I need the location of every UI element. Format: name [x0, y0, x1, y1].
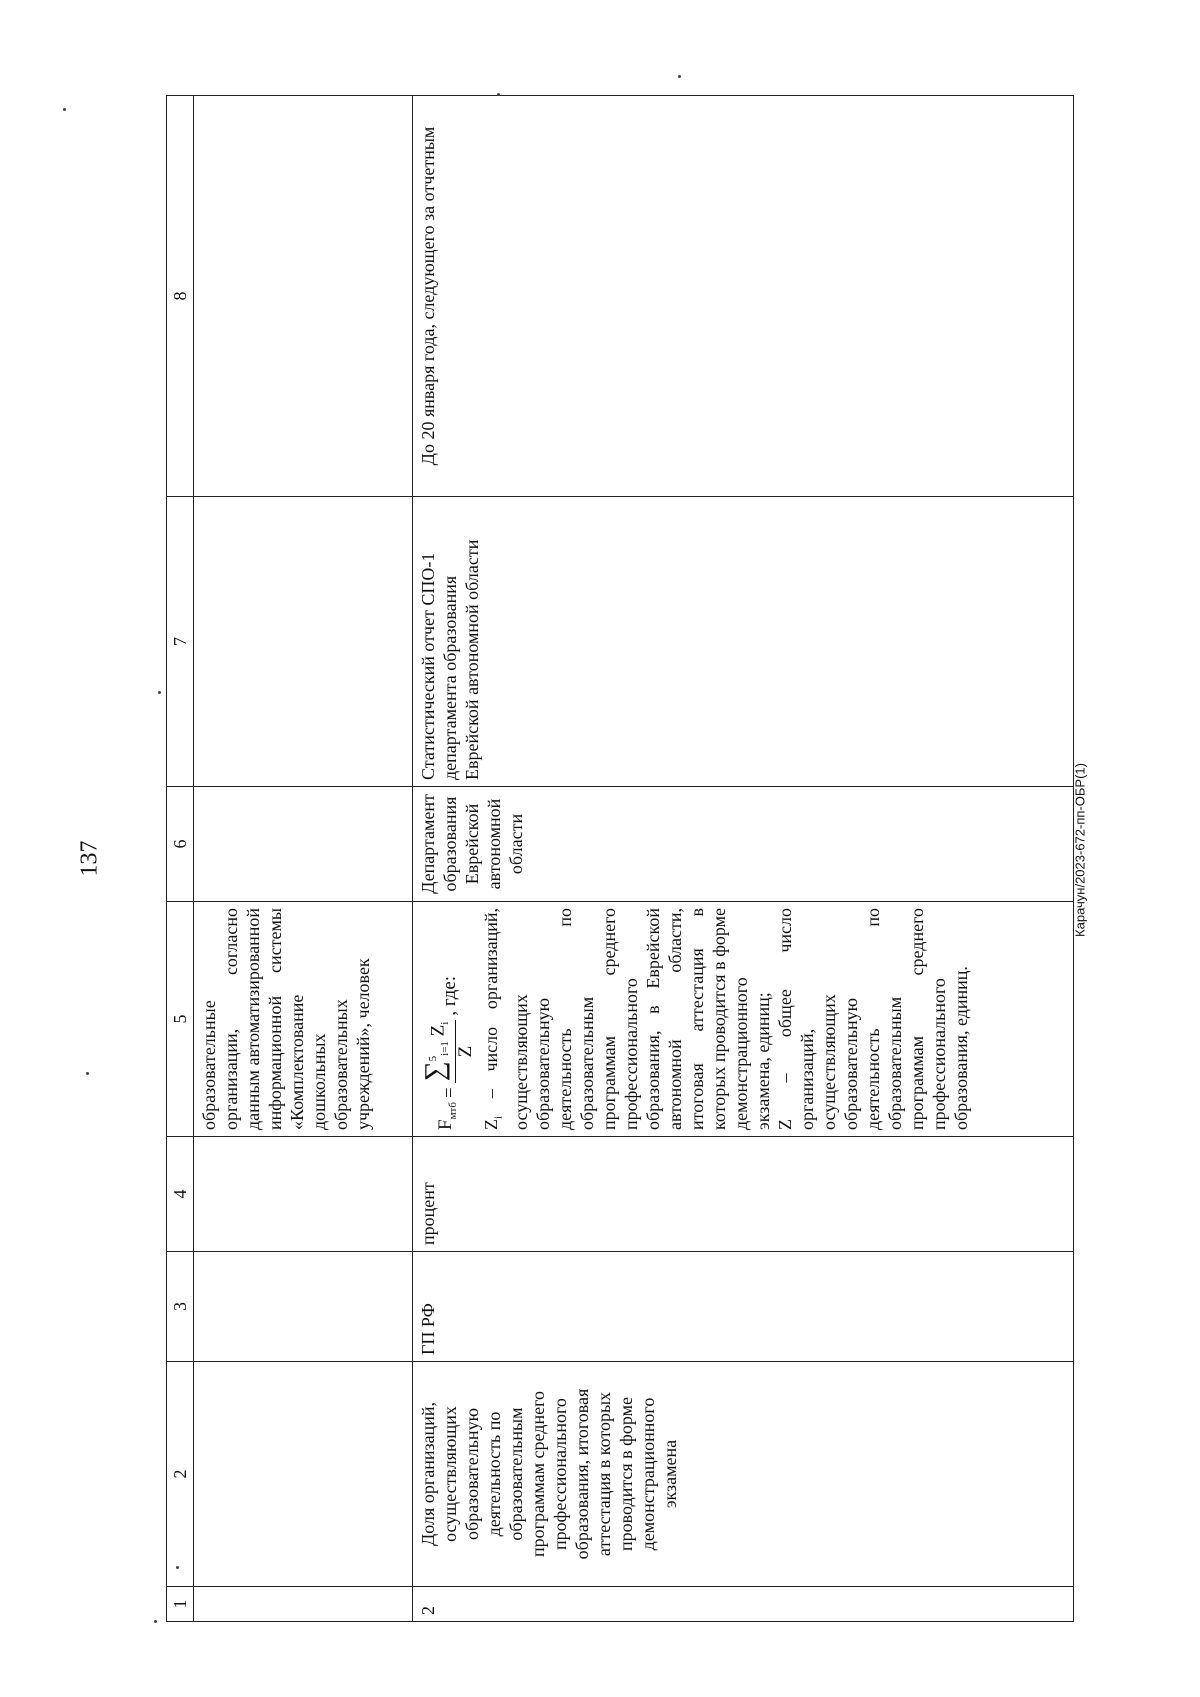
- continuation-text: образовательные организации, согласно данным автоматизированной информационной системы «Комплектование дошкольных образовательных учреждений», человек: [194, 902, 413, 1137]
- indicator-name: Доля организаций, осуществляющих образовательную деятельность по образовательным программам среднего профессионального образования, итоговая аттестация в которых проводится в форме демонстрационного экзамена: [413, 1362, 1074, 1587]
- header-cell: 3: [167, 1252, 194, 1362]
- header-cell: 5: [167, 902, 194, 1137]
- document-code: Карачун/2023-672-пп-ОБР(1): [1072, 763, 1088, 937]
- scan-speck: [154, 1620, 157, 1623]
- deadline: До 20 января года, следующего за отчетным: [413, 96, 1074, 497]
- rotated-table-container: [166, 96, 1074, 1622]
- continuation-row: [194, 96, 413, 1622]
- program-code: ГП РФ: [413, 1252, 1074, 1362]
- scan-speck: [678, 75, 681, 78]
- scan-speck: [63, 108, 66, 111]
- row-number: 2: [413, 1587, 1074, 1622]
- header-cell: 1: [167, 1587, 194, 1622]
- scan-speck: [86, 1072, 89, 1075]
- z-definition: Z – общее число организаций, осуществляющих образовательную деятельность по образовательным программам среднего профессионального образования, единиц.: [774, 908, 971, 1130]
- zi-definition: $Z_i$ – число организаций, осуществляющих образовательную деятельность по образовательным программам среднего профессионального образования, в Еврейской автономной области, итоговая аттестация в которых проводится в форме демонстрационного экзамена, единиц;: [481, 908, 773, 1130]
- formula: $F_{мтб}$ = ∑$^5_{i=1}$ $Z_i$ Z , где:: [419, 975, 477, 1130]
- scan-speck: [158, 691, 161, 694]
- page-number: 137: [76, 840, 103, 877]
- indicator-table: [166, 95, 1074, 1622]
- header-row: [167, 96, 194, 1622]
- unit: процент: [413, 1137, 1074, 1252]
- table-row: [413, 96, 1074, 1622]
- header-cell: 7: [167, 497, 194, 787]
- scan-speck: [497, 93, 500, 96]
- scan-speck: [176, 1566, 179, 1569]
- header-cell: 2: [167, 1362, 194, 1587]
- header-cell: 6: [167, 787, 194, 902]
- responsible-body: Департамент образования Еврейской автономной области: [413, 787, 1074, 902]
- data-source: Статистический отчет СПО-1 департамента образования Еврейской автономной области: [413, 497, 1074, 787]
- header-cell: 8: [167, 96, 194, 497]
- calculation-method: [413, 902, 1074, 1137]
- header-cell: 4: [167, 1137, 194, 1252]
